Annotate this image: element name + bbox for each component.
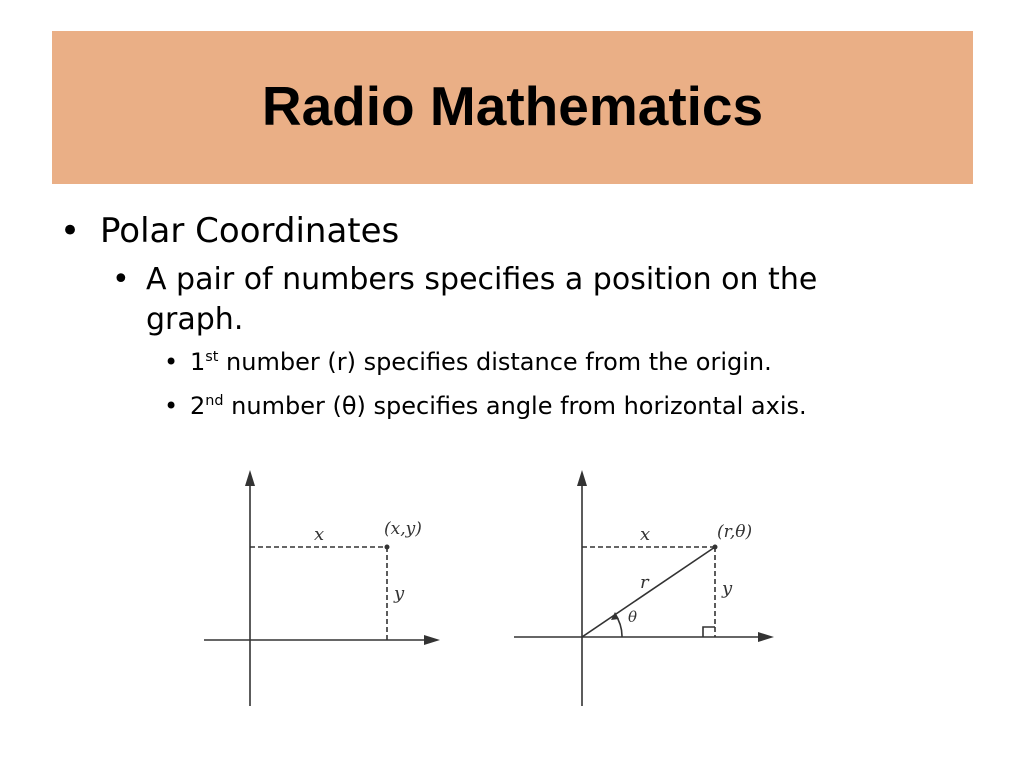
bullet-dot: • <box>164 347 179 376</box>
bullet-dot: • <box>60 211 81 251</box>
bullet-level3-text: number (θ) specifies angle from horizontal axis. <box>223 391 807 420</box>
theta-label: θ <box>628 608 638 626</box>
bullet-level2-text: A pair of numbers specifies a position on the graph. <box>146 261 818 337</box>
point-label: (x,y) <box>384 519 422 539</box>
x-label: x <box>314 524 325 545</box>
y-label: y <box>722 578 733 599</box>
ordinal-suffix: nd <box>205 392 224 409</box>
bullet-list <box>60 208 960 428</box>
r-label: r <box>640 572 649 593</box>
cartesian-diagram <box>200 462 450 712</box>
y-axis-arrowhead <box>577 470 587 486</box>
point-label: (r,θ) <box>717 522 753 542</box>
x-axis-arrowhead <box>424 635 440 645</box>
ordinal-number: 1 <box>190 347 206 376</box>
bullet-level2 <box>112 260 856 340</box>
x-label: x <box>640 524 651 545</box>
bullet-level3-second <box>164 384 960 428</box>
y-label: y <box>394 583 405 604</box>
y-axis-arrowhead <box>245 470 255 486</box>
title-band <box>52 31 973 184</box>
slide-title: Radio Mathematics <box>261 75 764 137</box>
bullet-dot: • <box>164 391 179 420</box>
bullet-level1-text: Polar Coordinates <box>100 211 400 251</box>
bullet-level3-text: number (r) specifies distance from the origin. <box>218 347 772 376</box>
ordinal-suffix: st <box>205 348 219 365</box>
x-axis-arrowhead <box>758 632 774 642</box>
right-angle-marker <box>703 627 715 637</box>
point-marker <box>713 545 718 550</box>
bullet-dot: • <box>112 261 130 297</box>
polar-diagram <box>510 462 775 712</box>
point-marker <box>385 545 390 550</box>
bullet-level3-first <box>164 340 960 384</box>
bullet-level1 <box>60 208 960 256</box>
ordinal-number: 2 <box>190 391 206 420</box>
